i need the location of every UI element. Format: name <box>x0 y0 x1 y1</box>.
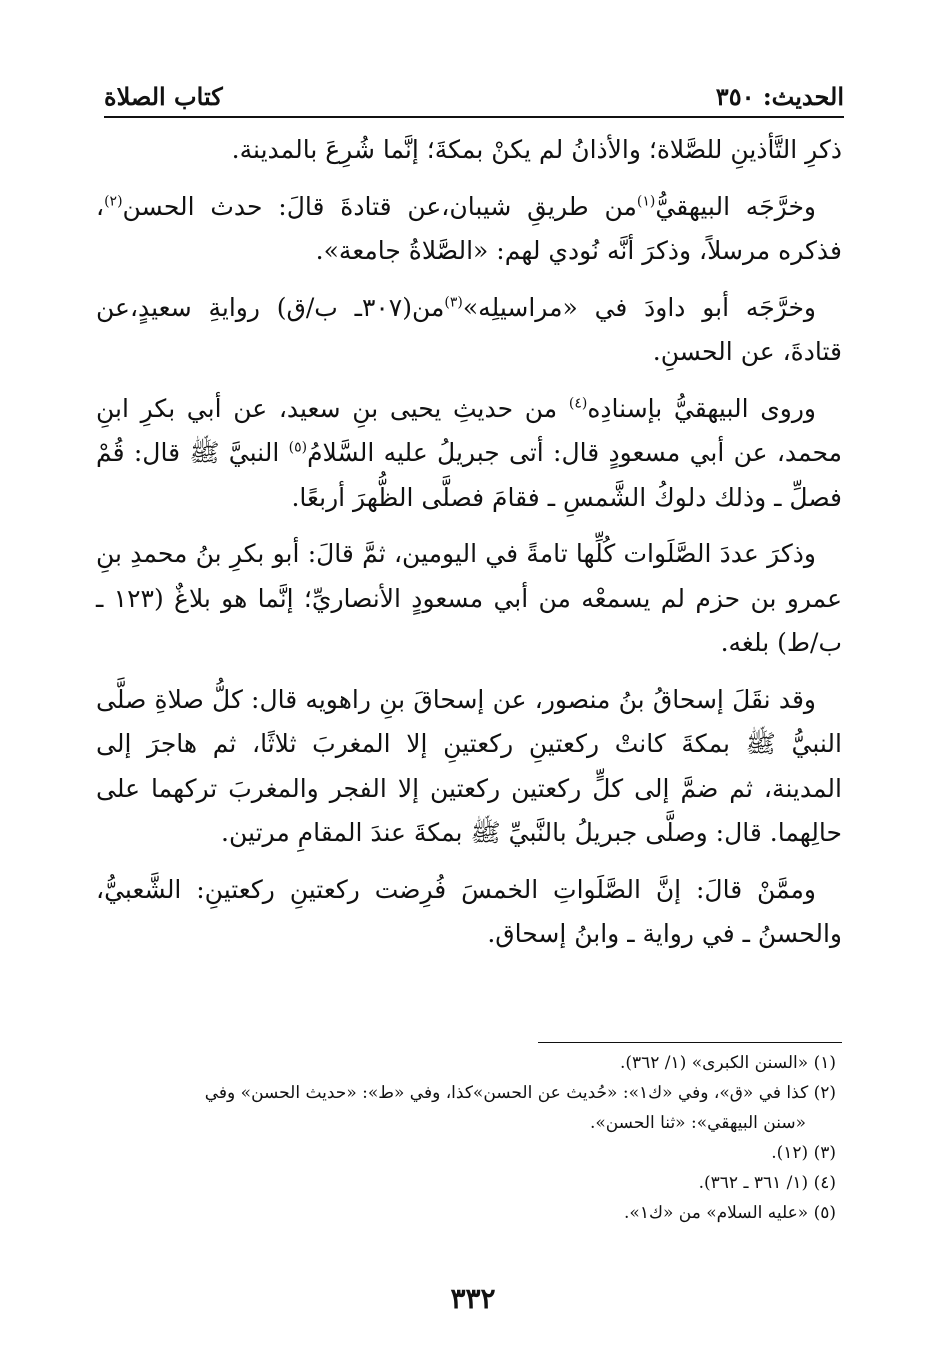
footnote-ref[interactable]: (٢) <box>104 193 123 210</box>
footnote-continuation: «سنن البيهقي»: «ثنا الحسن». <box>589 1113 806 1133</box>
paragraph <box>96 185 842 274</box>
footnote: (١) «السنن الكبرى» (١/ ٣٦٢). <box>619 1053 836 1073</box>
footnote-ref[interactable]: (٥) <box>288 439 308 456</box>
page-number: ٣٣٢ <box>450 1282 496 1315</box>
footnotes <box>96 1048 836 1228</box>
paragraph-text: ، فذكره مرسلاً، وذكرَ أنَّه نُودي لهم: «الصَّلاةُ جامعة». <box>96 191 842 265</box>
paragraph <box>96 387 842 521</box>
paragraph <box>96 286 842 375</box>
paragraph-text: ذكرِ التَّأذينِ للصَّلاة؛ والأذانُ لم يكنْ بمكةَ؛ إنَّما شُرِعَ بالمدينة. <box>231 135 842 164</box>
paragraph-text: وذكرَ عددَ الصَّلَوات كُلِّها تامةً في اليومين، ثمَّ قالَ: أبو بكرِ بنُ محمدِ بنِ عمرو بن حزم لم يسمعْه من أبي مسعودٍ الأنصاريِّ؛ إنَّما هو بلاغٌ (١٢٣ ـ ب/ط) بلغه. <box>96 539 843 657</box>
footnote: (٥) «عليه السلام» من «ك١». <box>624 1203 836 1223</box>
paragraph-text: من حديثِ يحيى بنِ سعيد، عن أبي بكرِ ابنِ محمد، عن أبي مسعودٍ قال: أتى جبريلُ عليه السَّلامُ <box>96 393 842 467</box>
footnote-divider <box>538 1042 842 1043</box>
paragraph-text: وخرَّجَه أبو داودَ في «مراسيلِه» <box>462 292 816 322</box>
footnote: (٢) كذا في «ق»، وفي «ك١»: «حُديث عن الحسن»كذا، وفي «ط»: «حديث الحسن» وفي <box>204 1083 836 1103</box>
paragraph-text: وممَّنْ قالَ: إنَّ الصَّلَواتِ الخمسَ فُرِضت ركعتينِ ركعتينِ: الشَّعبيُّ، والحسنُ ـ في رواية ـ وابنُ إسحاق. <box>96 874 842 948</box>
paragraph <box>96 128 842 173</box>
main-text <box>96 128 842 969</box>
paragraph <box>96 532 842 666</box>
paragraph-text: وخرَّجَه البيهقيُّ <box>655 191 816 221</box>
paragraph-text: وروى البيهقيُّ بإسنادِه <box>587 393 816 423</box>
paragraph <box>96 678 842 856</box>
paragraph-text: وقد نقَلَ إسحاقُ بنُ منصور، عن إسحاقَ بنِ راهويه قال: كلُّ صلاةِ صلَّى النبيُّ ﷺ بمكةَ كانتْ ركعتينِ ركعتينِ إلا المغربَ ثلاثًا، ثم هاجرَ إلى المدينة، ثم ضمَّ إلى كلٍّ ركعتين ركعتين إلا الفجر والمغربَ تركهما على حالِهما. قال: وصلَّى جبريلُ بالنَّبيِّ ﷺ بمكةَ عندَ المقامِ مرتين. <box>96 684 842 847</box>
running-header <box>104 78 844 114</box>
hadith-number: الحديث: ٣٥٠ <box>715 82 844 111</box>
footnote: (٣) (١٢). <box>771 1143 836 1163</box>
header-divider <box>104 116 844 118</box>
footnote-ref[interactable]: (٤) <box>568 395 588 412</box>
paragraph-text: النبيَّ ﷺ قال: قُمْ فصلِّ ـ وذلك دلوكُ الشَّمسِ ـ فقامَ فصلَّى الظُّهرَ أربعًا. <box>96 438 842 512</box>
paragraph-text: من(٣٠٧ـ ب/ق) روايةِ سعيدٍ،عن قتادةَ، عن الحسنِ. <box>96 292 842 366</box>
paragraph <box>96 868 842 957</box>
paragraph-text: من طريقِ شيبان،عن قتادةَ قالَ: حدث الحسن <box>122 191 637 221</box>
footnote: (٤) (١/ ٣٦١ ـ ٣٦٢). <box>698 1173 836 1193</box>
footnote-ref[interactable]: (١) <box>636 193 656 210</box>
footnote-ref[interactable]: (٣) <box>444 294 463 311</box>
book-title: كتاب الصلاة <box>104 82 223 111</box>
